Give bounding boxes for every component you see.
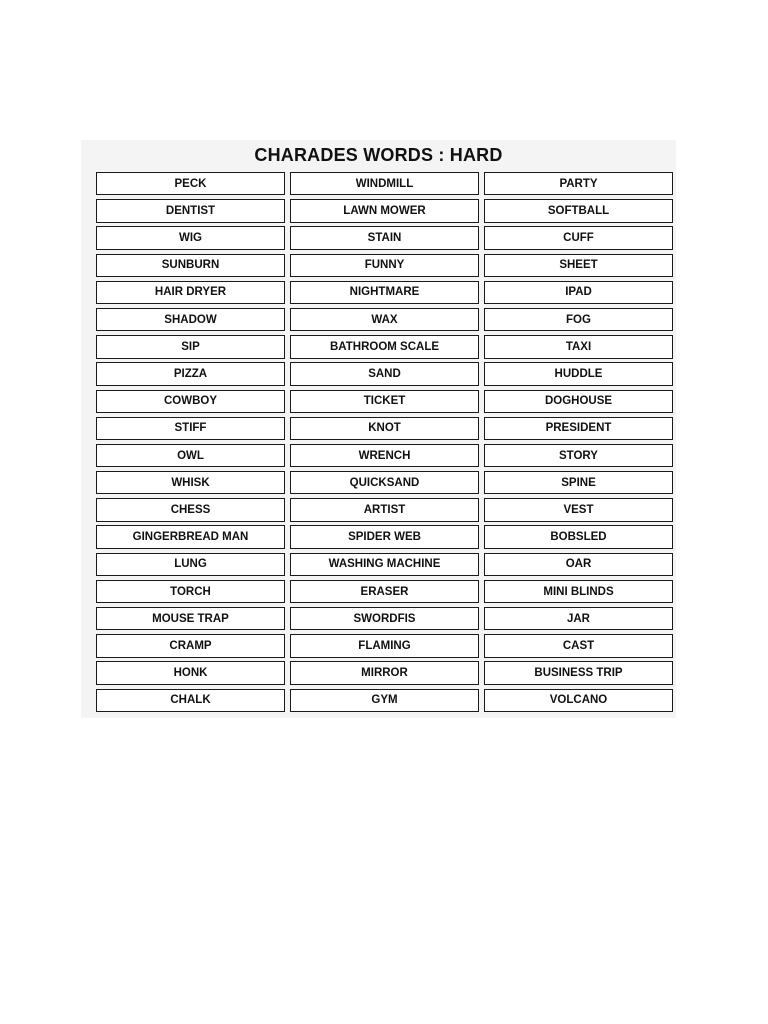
word-cell: SIP — [96, 335, 285, 358]
word-cell: STIFF — [96, 417, 285, 440]
word-cell: WAX — [290, 308, 479, 331]
word-cell: FOG — [484, 308, 673, 331]
word-cell: BATHROOM SCALE — [290, 335, 479, 358]
word-cell: CAST — [484, 634, 673, 657]
word-cell: WHISK — [96, 471, 285, 494]
word-cell: TAXI — [484, 335, 673, 358]
page-title: CHARADES WORDS : HARD — [254, 145, 503, 165]
word-cell: SOFTBALL — [484, 199, 673, 222]
word-cell: OWL — [96, 444, 285, 467]
word-cell: NIGHTMARE — [290, 281, 479, 304]
word-cell: LUNG — [96, 553, 285, 576]
word-cell: JAR — [484, 607, 673, 630]
word-cell: FLAMING — [290, 634, 479, 657]
word-cell: QUICKSAND — [290, 471, 479, 494]
word-grid — [96, 172, 673, 712]
word-cell: WIG — [96, 226, 285, 249]
word-cell: TICKET — [290, 390, 479, 413]
word-cell: WINDMILL — [290, 172, 479, 195]
word-cell: CRAMP — [96, 634, 285, 657]
word-cell: BOBSLED — [484, 525, 673, 548]
charades-sheet — [81, 140, 676, 718]
word-cell: SAND — [290, 362, 479, 385]
word-cell: STORY — [484, 444, 673, 467]
word-cell: VEST — [484, 498, 673, 521]
word-cell: SWORDFIS — [290, 607, 479, 630]
word-cell: SHEET — [484, 254, 673, 277]
word-cell: DENTIST — [96, 199, 285, 222]
word-cell: GYM — [290, 689, 479, 712]
word-cell: HAIR DRYER — [96, 281, 285, 304]
word-cell: PRESIDENT — [484, 417, 673, 440]
word-cell: SPIDER WEB — [290, 525, 479, 548]
word-cell: FUNNY — [290, 254, 479, 277]
word-cell: PECK — [96, 172, 285, 195]
word-cell: MOUSE TRAP — [96, 607, 285, 630]
word-cell: VOLCANO — [484, 689, 673, 712]
word-cell: CHALK — [96, 689, 285, 712]
word-cell: WRENCH — [290, 444, 479, 467]
word-cell: TORCH — [96, 580, 285, 603]
word-cell: ARTIST — [290, 498, 479, 521]
word-cell: WASHING MACHINE — [290, 553, 479, 576]
word-cell: SUNBURN — [96, 254, 285, 277]
word-cell: CUFF — [484, 226, 673, 249]
word-cell: GINGERBREAD MAN — [96, 525, 285, 548]
word-cell: DOGHOUSE — [484, 390, 673, 413]
word-cell: OAR — [484, 553, 673, 576]
word-cell: HUDDLE — [484, 362, 673, 385]
word-cell: CHESS — [96, 498, 285, 521]
word-cell: PARTY — [484, 172, 673, 195]
word-cell: SHADOW — [96, 308, 285, 331]
word-cell: MINI BLINDS — [484, 580, 673, 603]
word-cell: STAIN — [290, 226, 479, 249]
word-cell: LAWN MOWER — [290, 199, 479, 222]
word-cell: BUSINESS TRIP — [484, 661, 673, 684]
word-cell: KNOT — [290, 417, 479, 440]
word-cell: IPAD — [484, 281, 673, 304]
word-cell: ERASER — [290, 580, 479, 603]
word-cell: MIRROR — [290, 661, 479, 684]
word-cell: HONK — [96, 661, 285, 684]
word-cell: PIZZA — [96, 362, 285, 385]
word-cell: SPINE — [484, 471, 673, 494]
word-cell: COWBOY — [96, 390, 285, 413]
